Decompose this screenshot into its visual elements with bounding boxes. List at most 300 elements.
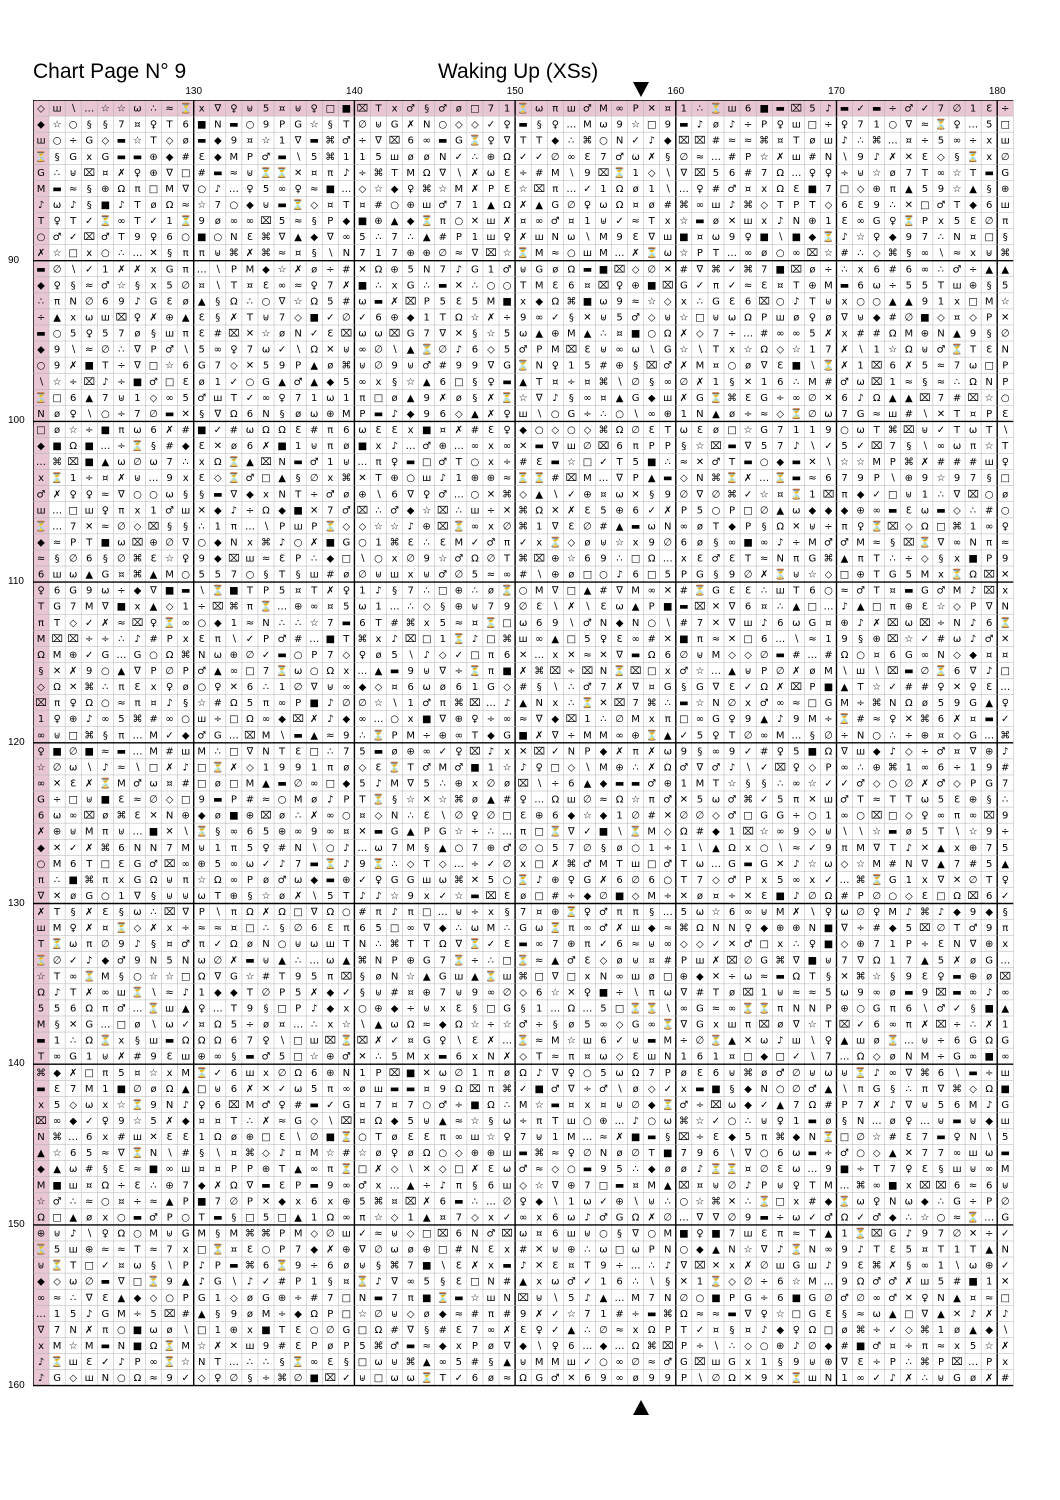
svg-text:◇: ◇ [101,135,110,147]
svg-text:◆: ◆ [101,955,110,967]
svg-text:G: G [872,1003,881,1015]
svg-text:ω: ω [502,1115,512,1127]
svg-text:⏳: ⏳ [163,617,176,629]
svg-text:▲: ▲ [53,1164,61,1176]
svg-text:§: § [183,698,189,710]
svg-text:ш: ш [245,553,255,565]
svg-text:÷: ÷ [486,1019,496,1031]
svg-text:G: G [824,698,833,710]
svg-text:÷: ÷ [792,537,801,549]
svg-text:π: π [198,248,205,260]
svg-text:○: ○ [438,119,448,131]
svg-text:M: M [711,649,721,661]
svg-text:¤: ¤ [985,649,993,661]
svg-text:♀: ♀ [101,1115,109,1127]
svg-text:9: 9 [519,312,527,324]
svg-text:⊕: ⊕ [599,1115,608,1127]
svg-text:◆: ◆ [230,987,238,999]
svg-text:∇: ∇ [85,1292,93,1304]
svg-text:⏳: ⏳ [50,939,64,951]
svg-text:#: # [502,1276,512,1288]
svg-text:≈: ≈ [695,151,705,163]
svg-text:▲: ▲ [294,1164,303,1176]
svg-text:☆: ☆ [968,826,978,838]
svg-text:⌧: ⌧ [404,296,417,308]
svg-text:G: G [390,119,399,131]
svg-text:∞: ∞ [535,633,544,645]
svg-text:⌧: ⌧ [51,633,63,645]
svg-text:⌧: ⌧ [83,376,96,388]
svg-text:1: 1 [439,633,446,645]
svg-text:☆: ☆ [679,216,689,228]
svg-text:M: M [567,1132,576,1144]
svg-text:1: 1 [343,151,350,163]
svg-text:⊎: ⊎ [117,826,126,838]
svg-text:▬: ▬ [695,216,705,228]
svg-text:♂: ♂ [711,762,721,774]
svg-text:G: G [744,1292,752,1304]
svg-text:G: G [696,392,704,404]
svg-text:ø: ø [889,1115,896,1127]
svg-text:5: 5 [953,216,961,228]
svg-text:Ω: Ω [776,521,785,533]
svg-text:∞: ∞ [502,441,512,453]
svg-text:∇: ∇ [551,1180,559,1192]
svg-text:⏳: ⏳ [50,473,64,485]
svg-text:ω: ω [293,874,303,886]
svg-text:6: 6 [439,376,446,388]
svg-text:⊎: ⊎ [631,955,640,967]
svg-text:Ω: Ω [921,521,929,533]
svg-text:÷: ÷ [663,842,672,854]
svg-text:Ω: Ω [101,1180,110,1192]
svg-text:∞: ∞ [261,392,271,404]
svg-text:P: P [471,1340,478,1352]
svg-text:▲: ▲ [85,392,94,404]
svg-text:6: 6 [246,826,254,838]
svg-text:G: G [101,569,110,581]
svg-text:∖: ∖ [712,1340,720,1352]
svg-text:∇: ∇ [551,730,559,742]
svg-text:ø: ø [455,392,462,404]
svg-text:x: x [375,376,382,388]
svg-text:9: 9 [53,344,61,356]
svg-text:✗: ✗ [326,1244,335,1256]
svg-text:◆: ◆ [824,1340,833,1352]
svg-text:¤: ¤ [198,280,205,292]
svg-text:✓: ✓ [261,1276,271,1288]
svg-text:◇: ◇ [969,312,977,324]
svg-text:⊕: ⊕ [615,762,624,774]
svg-text:○: ○ [824,585,833,597]
svg-text:7: 7 [327,649,334,661]
svg-text:G: G [1001,167,1010,179]
svg-text:☆: ☆ [872,167,882,179]
svg-text:⌘: ⌘ [887,248,898,260]
svg-text:▬: ▬ [502,376,512,388]
svg-text:P: P [182,1292,189,1304]
svg-text:✗: ✗ [615,682,624,694]
svg-text:✕: ✕ [920,842,930,854]
svg-text:ø: ø [198,376,205,388]
svg-text:T: T [953,923,961,935]
svg-text:▬: ▬ [229,1260,239,1272]
svg-text:7: 7 [905,955,913,967]
svg-text:x: x [134,505,141,517]
svg-text:∞: ∞ [358,376,367,388]
svg-text:1: 1 [568,1196,575,1208]
svg-text:□: □ [373,1373,384,1385]
svg-text:✗: ✗ [615,923,624,935]
svg-text:✕: ✕ [68,1019,78,1031]
svg-text:÷: ÷ [454,1099,464,1111]
svg-text:§: § [102,1164,108,1176]
svg-text:□: □ [197,1244,207,1256]
svg-text:Ɛ: Ɛ [745,585,752,597]
svg-text:1: 1 [230,617,238,629]
svg-text:⌧: ⌧ [228,328,240,340]
svg-text:⌘: ⌘ [132,553,143,565]
svg-text:…: … [839,1180,850,1192]
svg-text:π: π [487,1308,495,1320]
svg-text:∞: ∞ [1001,987,1010,999]
svg-text:⌧: ⌧ [565,714,578,726]
svg-text:T: T [230,1003,237,1015]
svg-text:x: x [905,1180,912,1192]
svg-text:ш: ш [213,392,223,404]
svg-text:9: 9 [86,666,93,678]
svg-text:⊕: ⊕ [567,1244,576,1256]
svg-text:✓: ✓ [85,216,94,228]
svg-text:T: T [986,424,993,436]
svg-text:⌧: ⌧ [356,103,369,115]
svg-text:✗: ✗ [695,376,705,388]
svg-text:♪: ♪ [1002,746,1009,758]
svg-text:☆: ☆ [390,891,400,903]
svg-text:◇: ◇ [647,1083,656,1095]
svg-text:□: □ [357,1357,368,1369]
svg-text:Ω: Ω [519,1067,527,1079]
svg-text:x: x [327,1196,334,1208]
svg-text:G: G [921,585,929,597]
svg-text:ø: ø [970,955,977,967]
svg-text:Ɛ: Ɛ [279,553,286,565]
svg-text:P: P [262,633,270,645]
svg-text:Ɛ: Ɛ [375,762,382,774]
svg-text:ø: ø [182,296,189,308]
svg-text:ø: ø [809,666,816,678]
svg-text:Ω: Ω [230,698,238,710]
svg-text:▬: ▬ [213,489,223,501]
svg-text:▲: ▲ [438,1115,447,1127]
svg-text:ш: ш [952,1164,962,1176]
svg-text:∞: ∞ [535,939,544,951]
svg-text:⊎: ⊎ [294,103,302,115]
svg-text:☆: ☆ [920,1212,930,1224]
svg-text:○: ○ [406,473,416,485]
svg-text:♪: ♪ [182,987,189,999]
svg-text:⊎: ⊎ [937,1373,945,1385]
svg-text:ø: ø [423,1308,430,1320]
svg-text:7: 7 [246,1035,254,1047]
svg-text:∖: ∖ [696,842,704,854]
svg-text:x: x [1002,585,1009,597]
svg-text:▲: ▲ [969,1324,977,1336]
svg-text:M: M [824,280,833,292]
svg-text:◇: ◇ [358,521,367,533]
svg-text:☆: ☆ [470,1019,480,1031]
svg-text:x: x [327,473,334,485]
svg-text:♪: ♪ [728,199,736,211]
svg-text:ø: ø [407,1244,414,1256]
svg-text:∅: ∅ [824,730,833,742]
svg-text:∅: ∅ [679,1292,689,1304]
svg-text:∖: ∖ [584,232,591,244]
svg-text:6: 6 [889,360,896,372]
svg-text:ω: ω [68,1164,78,1176]
svg-text:7: 7 [246,344,254,356]
svg-text:▲: ▲ [519,698,527,710]
svg-text:♪: ♪ [246,1276,254,1288]
svg-text:♪: ♪ [632,1115,639,1127]
svg-text:∇: ∇ [969,666,977,678]
svg-text:¤: ¤ [423,1083,430,1095]
svg-text:Ω: Ω [230,408,238,420]
svg-text:∞: ∞ [952,135,962,147]
svg-text:◇: ◇ [230,1292,238,1304]
svg-text:⏳: ⏳ [854,1228,867,1240]
svg-text:Ɛ: Ɛ [198,151,205,163]
svg-text:∅: ∅ [583,842,592,854]
svg-text:■: ■ [100,537,111,549]
svg-text:∖: ∖ [150,987,157,999]
svg-text:T: T [150,135,157,147]
svg-text:○: ○ [518,585,528,597]
svg-text:T: T [937,826,945,838]
svg-text:∴: ∴ [600,714,607,726]
svg-text:Ɛ: Ɛ [520,1324,527,1336]
svg-text:7: 7 [343,746,350,758]
svg-text:♂: ♂ [197,666,207,678]
svg-text:⌘: ⌘ [180,649,191,661]
svg-text:÷: ÷ [52,794,62,806]
svg-text:■: ■ [325,1132,336,1144]
svg-text:✕: ✕ [535,1260,544,1272]
svg-text:7: 7 [985,842,993,854]
svg-text:⊕: ⊕ [165,312,174,324]
svg-text:♂: ♂ [936,778,946,790]
svg-text:✗: ✗ [759,569,769,581]
svg-text:∇: ∇ [134,891,141,903]
svg-text:⌧: ⌧ [147,521,160,533]
svg-text:▲: ▲ [535,199,544,211]
svg-text:P: P [680,1340,687,1352]
svg-text:7: 7 [777,424,784,436]
svg-text:▬: ▬ [614,1180,625,1192]
svg-text:♪: ♪ [359,891,366,903]
svg-text:▲: ▲ [888,1148,897,1160]
svg-text:♪: ♪ [777,1035,784,1047]
svg-text:♀: ♀ [792,762,800,774]
svg-text:…: … [759,473,770,485]
svg-text:#: # [229,424,239,436]
svg-text:⌧: ⌧ [244,730,256,742]
svg-text:Ɛ: Ɛ [423,1132,430,1144]
svg-text:✓: ✓ [518,1083,528,1095]
svg-text:∖: ∖ [841,666,848,678]
svg-text:1: 1 [278,682,286,694]
row-number-label: 90 [8,254,20,266]
svg-text:∖: ∖ [841,151,848,163]
svg-text:N: N [712,698,720,710]
svg-text:1: 1 [455,473,463,485]
svg-text:Ɛ: Ɛ [295,746,302,758]
svg-text:□: □ [807,601,818,613]
svg-text:□: □ [116,1019,127,1031]
svg-text:G: G [406,280,415,292]
svg-text:…: … [968,1357,979,1369]
svg-text:✓: ✓ [454,151,464,163]
svg-text:#: # [310,1292,319,1304]
svg-text:✗: ✗ [117,264,126,276]
svg-text:P: P [680,1373,687,1385]
svg-text:∅: ∅ [904,778,914,790]
svg-text:▲: ▲ [310,360,319,372]
svg-text:ш: ш [454,971,464,983]
svg-text:✓: ✓ [213,424,223,436]
svg-text:⏳: ⏳ [372,730,385,742]
svg-text:6: 6 [584,553,591,565]
svg-text:∅: ∅ [952,1228,962,1240]
svg-text:⊕: ⊕ [470,473,480,485]
svg-text:♂: ♂ [277,633,287,645]
svg-text:6: 6 [985,617,993,629]
svg-text:7: 7 [712,328,720,340]
svg-text:π: π [889,601,896,613]
svg-text:6: 6 [86,1132,93,1144]
svg-text:∞: ∞ [567,151,576,163]
svg-text:π: π [712,280,719,292]
svg-text:¤: ¤ [777,280,784,292]
svg-text:■: ■ [582,296,593,308]
svg-text:6: 6 [69,1148,77,1160]
svg-text:Ɛ: Ɛ [970,216,977,228]
svg-text:▲: ▲ [712,408,720,420]
svg-text:♪: ♪ [969,633,977,645]
svg-text:7: 7 [69,521,77,533]
svg-text:◆: ◆ [888,232,897,244]
svg-text:♪: ♪ [182,1099,189,1111]
svg-text:Ɛ: Ɛ [407,1132,414,1144]
svg-text:∴: ∴ [487,826,495,838]
svg-text:P: P [648,601,655,613]
svg-text:✓: ✓ [679,730,689,742]
svg-text:Ɛ: Ɛ [423,810,430,822]
svg-text:□: □ [534,971,544,983]
svg-text:☆: ☆ [100,103,110,115]
svg-text:Ω: Ω [969,376,977,388]
svg-text:☆: ☆ [582,810,592,822]
svg-text:⌘: ⌘ [325,151,336,163]
svg-text:5: 5 [696,505,704,517]
svg-text:ш: ш [582,248,592,260]
svg-text:■: ■ [116,1083,127,1095]
svg-text:⊎: ⊎ [390,1308,399,1320]
svg-text:ш: ш [566,794,576,806]
svg-text:M: M [406,167,415,179]
svg-text:7: 7 [166,1244,173,1256]
svg-text:□: □ [84,1260,94,1272]
svg-text:∞: ∞ [920,264,930,276]
svg-text:Ɛ: Ɛ [584,151,591,163]
svg-text:6: 6 [744,296,752,308]
svg-text:◇: ◇ [471,1212,479,1224]
svg-text:Ɛ: Ɛ [327,1357,334,1369]
svg-text:…: … [502,826,513,838]
svg-text:T: T [246,585,253,597]
svg-text:▬: ▬ [582,264,593,276]
svg-text:✗: ✗ [647,1212,656,1224]
svg-text:Ω: Ω [230,296,238,308]
svg-text:⌘: ⌘ [373,1196,384,1208]
svg-text:♀: ♀ [889,216,897,228]
svg-text:Ɛ: Ɛ [552,280,559,292]
svg-text:#: # [920,682,930,694]
svg-text:⊎: ⊎ [165,1228,174,1240]
svg-text:¤: ¤ [969,1292,977,1304]
svg-text:G: G [406,328,415,340]
svg-text:#: # [502,1308,512,1320]
svg-text:T: T [648,1148,655,1160]
svg-text:P: P [375,1067,382,1079]
svg-text:▬: ▬ [277,649,287,661]
svg-text:M: M [245,264,255,276]
svg-text:☆: ☆ [165,553,175,565]
svg-text:#: # [165,746,174,758]
svg-text:T: T [198,1212,205,1224]
svg-text:Ɛ: Ɛ [921,1164,928,1176]
svg-text:9: 9 [969,907,977,919]
svg-text:≈: ≈ [117,1244,126,1256]
svg-text:□: □ [663,971,673,983]
svg-text:G: G [471,264,479,276]
svg-text:⌧: ⌧ [388,1067,401,1079]
svg-text:#: # [390,1324,399,1336]
svg-text:G: G [712,296,720,308]
svg-text:✗: ✗ [486,408,496,420]
svg-text:N: N [664,521,672,533]
svg-text:§: § [890,971,896,983]
svg-text:■: ■ [791,232,802,244]
svg-text:✕: ✕ [358,473,367,485]
svg-text:5: 5 [487,874,495,886]
svg-text:⌘: ⌘ [502,489,513,501]
svg-text:♀: ♀ [69,408,77,420]
svg-text:⌘: ⌘ [261,537,272,549]
svg-text:◆: ◆ [776,1324,785,1336]
svg-text:#: # [213,328,223,340]
svg-text:∞: ∞ [856,1373,865,1385]
svg-text:◇: ◇ [149,392,158,404]
svg-text:∖: ∖ [455,1035,463,1047]
svg-text:✗: ✗ [117,167,126,179]
svg-text:5: 5 [262,1212,270,1224]
svg-text:9: 9 [841,633,848,645]
svg-text:◆: ◆ [647,1164,656,1176]
svg-text:☆: ☆ [36,762,46,774]
svg-text:⏳: ⏳ [725,473,739,485]
svg-text:≈: ≈ [117,698,126,710]
